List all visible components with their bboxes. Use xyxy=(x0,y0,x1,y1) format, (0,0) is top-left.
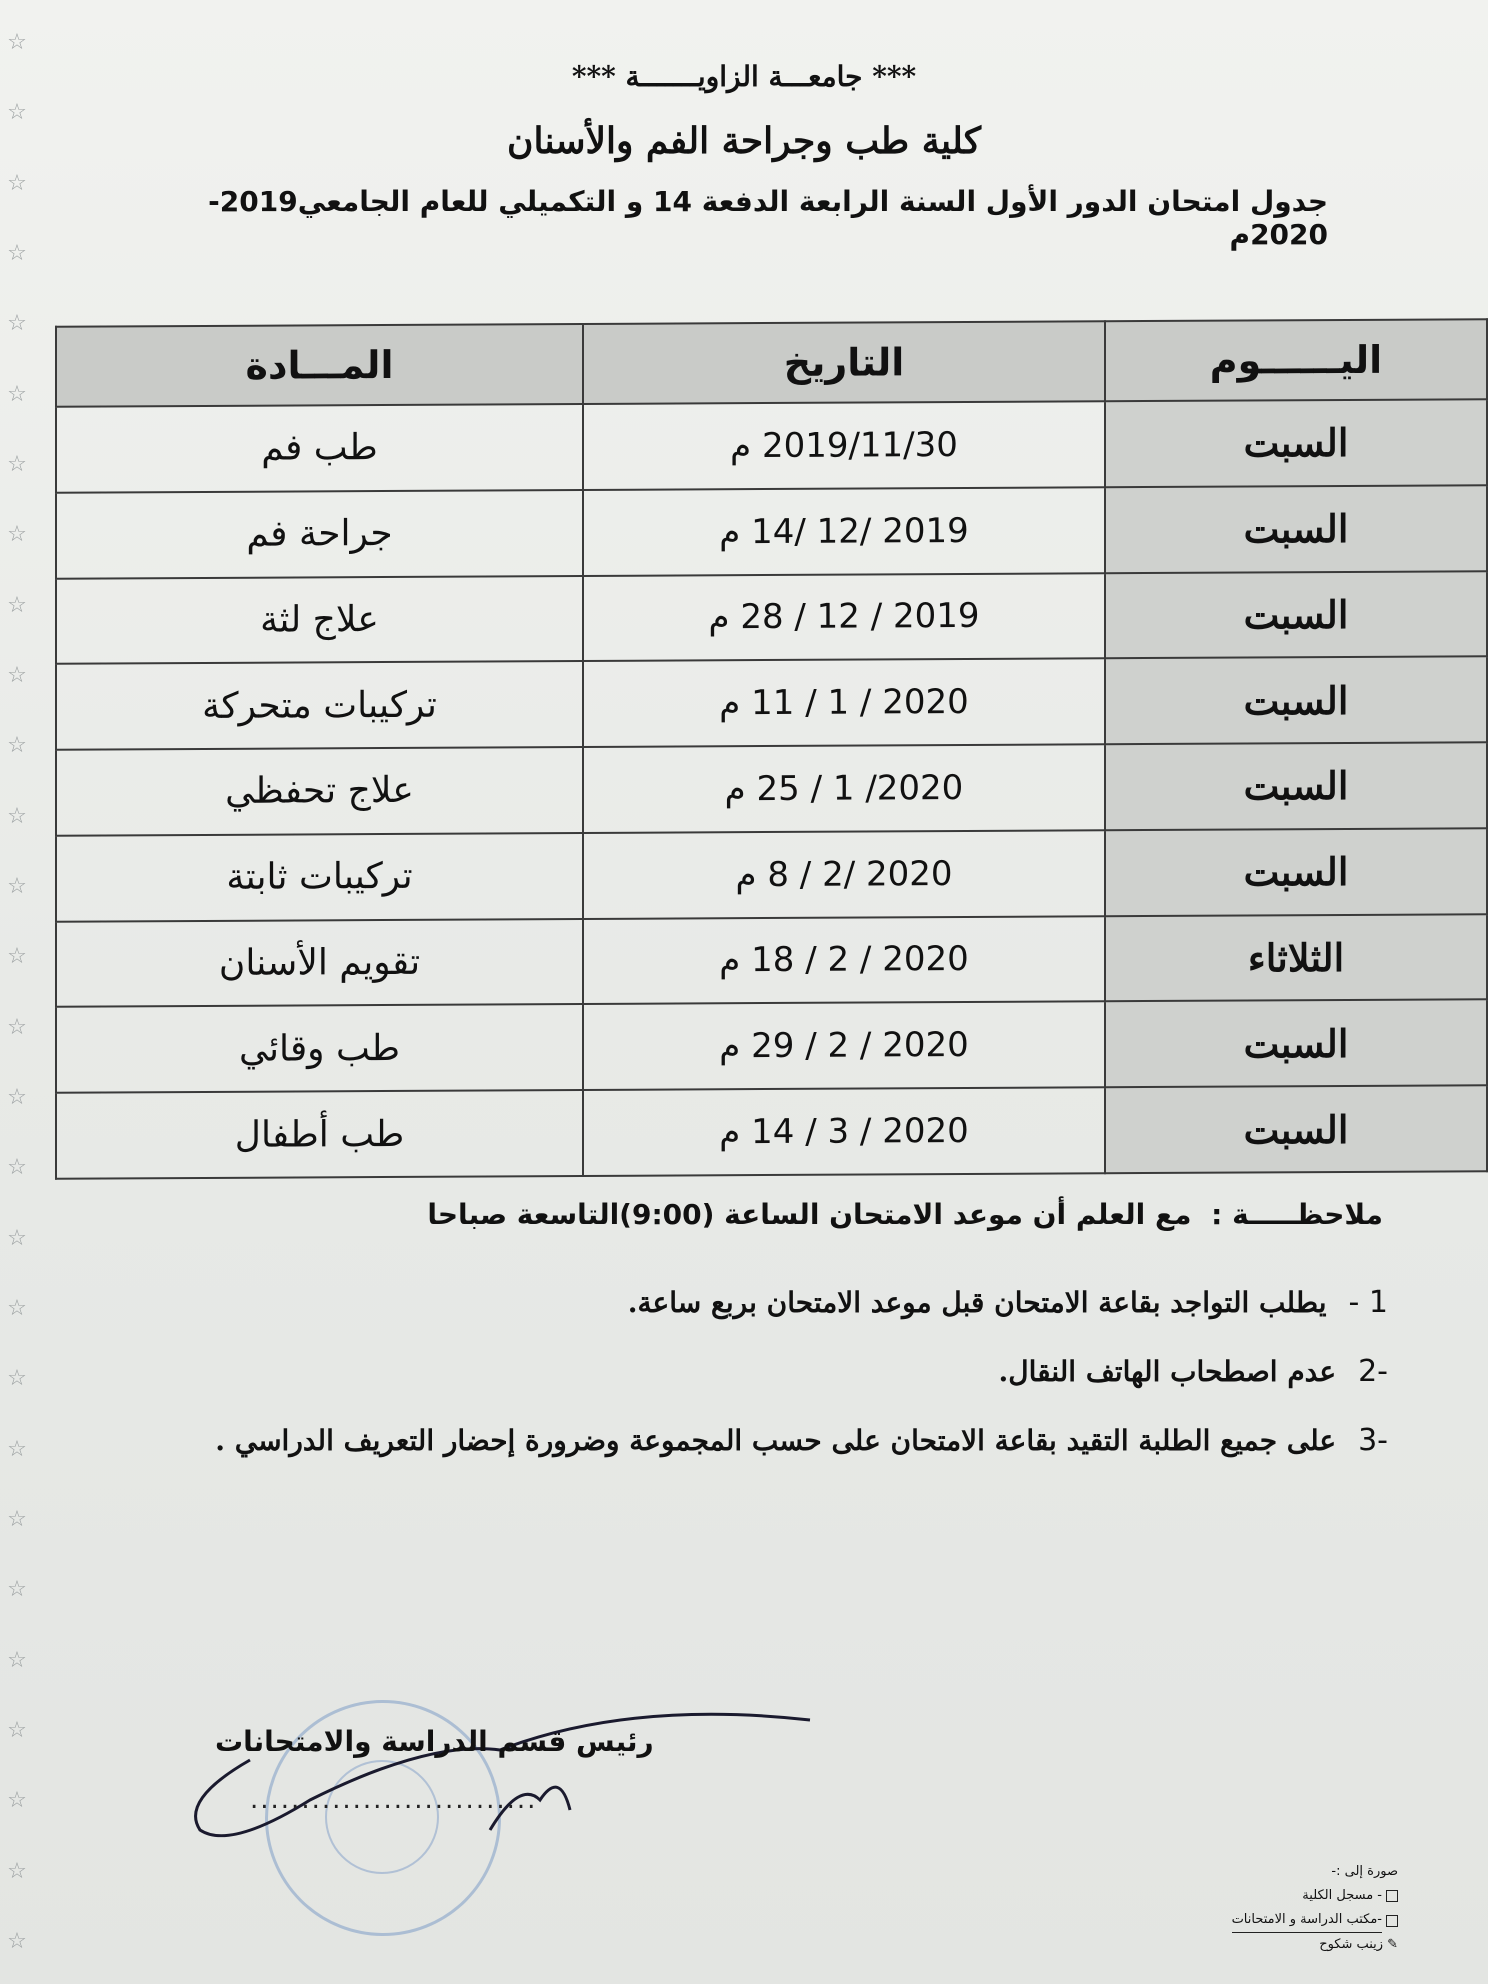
cell-subject: علاج تحفظي xyxy=(56,747,583,836)
list-item xyxy=(150,1354,1388,1389)
star-icon: ☆ xyxy=(7,733,27,759)
cell-day: السبت xyxy=(1105,1085,1487,1173)
cell-date: 2020 / 2 / 18 م xyxy=(583,916,1105,1004)
header-date: التاريخ xyxy=(583,321,1105,404)
cc-item-text: -مكتب الدراسة و الامتحانات xyxy=(1232,1908,1382,1933)
cell-day: السبت xyxy=(1105,485,1487,573)
cc-item-text: زينب شكوح xyxy=(1319,1937,1384,1952)
rule-number: -3 xyxy=(1358,1423,1388,1458)
star-icon: ☆ xyxy=(7,1506,27,1532)
exam-schedule-table xyxy=(55,318,1488,1180)
star-icon: ☆ xyxy=(7,1788,27,1814)
decorative-star-border xyxy=(0,0,34,1984)
star-icon: ☆ xyxy=(7,100,27,126)
copy-to-list xyxy=(1232,1860,1398,1957)
cell-date: 2019 /12 /14 م xyxy=(583,487,1105,575)
cell-subject: علاج لثة xyxy=(56,576,583,665)
table-row xyxy=(56,485,1487,578)
cell-subject: طب فم xyxy=(56,404,583,493)
exam-rules-list xyxy=(150,1285,1388,1492)
college-name: كلية طب وجراحة الفم والأسنان xyxy=(507,120,981,162)
star-icon: ☆ xyxy=(7,311,27,337)
table-row xyxy=(56,399,1487,492)
rule-text: على جميع الطلبة التقيد بقاعة الامتحان على حسب المجموعة وضرورة إحضار التعريف الدراسي . xyxy=(215,1424,1337,1457)
cell-day: السبت xyxy=(1105,657,1487,745)
cell-day: السبت xyxy=(1105,571,1487,659)
table-row xyxy=(56,742,1487,835)
star-icon: ☆ xyxy=(7,451,27,477)
cell-day: السبت xyxy=(1105,399,1487,487)
exam-time-note xyxy=(427,1198,1383,1231)
rule-number: 1 - xyxy=(1348,1285,1388,1320)
star-icon: ☆ xyxy=(7,1577,27,1603)
university-name: *** جامعـــة الزاويـــــــة *** xyxy=(571,60,917,93)
cc-item-text: - مسجل الكلية xyxy=(1302,1888,1382,1903)
star-icon: ☆ xyxy=(7,803,27,829)
star-icon: ☆ xyxy=(7,1366,27,1392)
star-icon: ☆ xyxy=(7,1858,27,1884)
cell-date: 2019 / 12 / 28 م xyxy=(583,573,1105,661)
star-icon: ☆ xyxy=(7,1717,27,1743)
cell-day: السبت xyxy=(1105,742,1487,830)
star-icon: ☆ xyxy=(7,522,27,548)
cell-date: 2020/ 1 / 25 م xyxy=(583,744,1105,832)
star-icon: ☆ xyxy=(7,592,27,618)
cell-subject: طب أطفال xyxy=(56,1090,583,1179)
cell-date: 2019/11/30 م xyxy=(583,401,1105,489)
list-item xyxy=(150,1285,1388,1320)
cell-day: الثلاثاء xyxy=(1105,914,1487,1002)
star-icon: ☆ xyxy=(7,1295,27,1321)
star-icon: ☆ xyxy=(7,662,27,688)
rule-text: يطلب التواجد بقاعة الامتحان قبل موعد الامتحان بربع ساعة. xyxy=(627,1286,1327,1319)
note-text: مع العلم أن موعد الامتحان الساعة (9:00)التاسعة صباحا xyxy=(427,1198,1192,1231)
handwritten-signature xyxy=(170,1680,850,1850)
star-icon: ☆ xyxy=(7,381,27,407)
header-day: اليــــــوم xyxy=(1105,319,1487,401)
table-row xyxy=(56,1085,1487,1178)
table-row xyxy=(56,914,1487,1007)
box-icon xyxy=(1386,1915,1398,1927)
star-icon: ☆ xyxy=(7,240,27,266)
cell-subject: تقويم الأسنان xyxy=(56,919,583,1008)
schedule-title: جدول امتحان الدور الأول السنة الرابعة الدفعة 14 و التكميلي للعام الجامعي2019-2020م xyxy=(208,185,1328,251)
note-label: ملاحظـــــة : xyxy=(1211,1198,1383,1231)
rule-text: عدم اصطحاب الهاتف النقال. xyxy=(998,1355,1337,1388)
signatory-title: رئيس قسم الدراسة والامتحانات xyxy=(215,1725,654,1758)
star-icon: ☆ xyxy=(7,1155,27,1181)
cell-date: 2020 / 1 / 11 م xyxy=(583,659,1105,747)
header-subject: المـــادة xyxy=(56,324,583,407)
pen-icon: ✎ xyxy=(1387,1937,1398,1952)
cc-title: صورة إلى :- xyxy=(1331,1864,1398,1879)
star-icon: ☆ xyxy=(7,1436,27,1462)
list-item xyxy=(150,1423,1388,1458)
table-row xyxy=(56,657,1487,750)
cell-subject: تركيبات ثابتة xyxy=(56,833,583,922)
table-header-row xyxy=(56,319,1487,406)
cell-day: السبت xyxy=(1105,828,1487,916)
cell-subject: جراحة فم xyxy=(56,490,583,579)
star-icon: ☆ xyxy=(7,1647,27,1673)
list-item xyxy=(1232,1908,1398,1933)
cell-date: 2020 / 2 / 29 م xyxy=(583,1002,1105,1090)
cell-subject: تركيبات متحركة xyxy=(56,661,583,750)
star-icon: ☆ xyxy=(7,170,27,196)
star-icon: ☆ xyxy=(7,1225,27,1251)
table-row xyxy=(56,828,1487,921)
cell-day: السبت xyxy=(1105,1000,1487,1088)
cell-subject: طب وقائي xyxy=(56,1004,583,1093)
table-row xyxy=(56,571,1487,664)
star-icon: ☆ xyxy=(7,30,27,55)
signature-line: ............................ xyxy=(250,1785,538,1815)
cell-date: 2020 / 3 / 14 م xyxy=(583,1087,1105,1176)
star-icon: ☆ xyxy=(7,1928,27,1954)
cell-date: 2020 /2 / 8 م xyxy=(583,830,1105,918)
list-item xyxy=(1232,1933,1398,1957)
list-item xyxy=(1232,1884,1398,1908)
star-icon: ☆ xyxy=(7,944,27,970)
table-row xyxy=(56,1000,1487,1093)
star-icon: ☆ xyxy=(7,1084,27,1110)
star-icon: ☆ xyxy=(7,873,27,899)
rule-number: -2 xyxy=(1358,1354,1388,1389)
star-icon: ☆ xyxy=(7,1014,27,1040)
box-icon xyxy=(1386,1890,1398,1902)
